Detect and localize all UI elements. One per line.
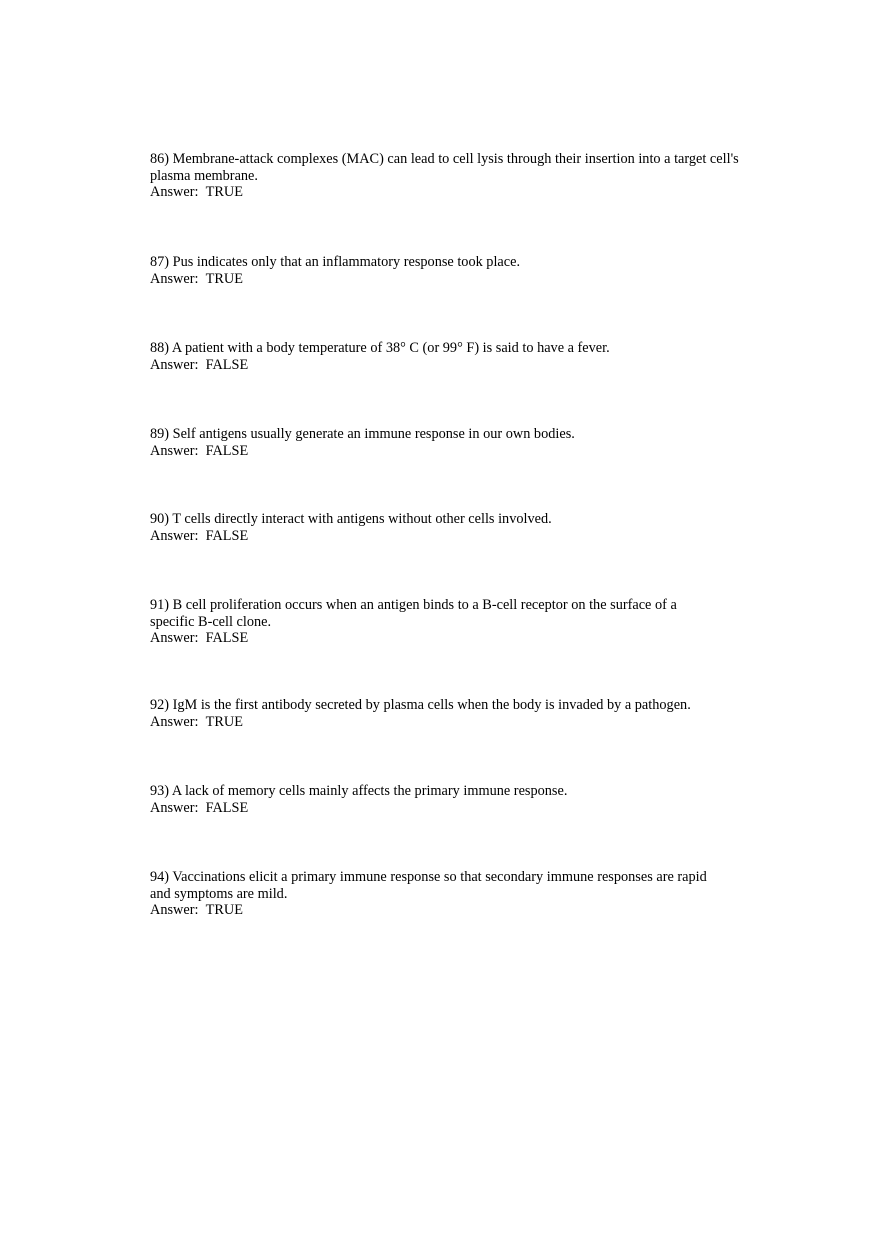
question-block-94 (150, 869, 710, 919)
question-text: 93) A lack of memory cells mainly affects the primary immune response. (150, 783, 568, 799)
question-block-88 (150, 340, 750, 373)
answer-label: Answer: (150, 270, 199, 287)
answer-value: TRUE (205, 713, 243, 730)
answer-value: FALSE (205, 799, 249, 816)
question-block-92 (150, 697, 750, 730)
answer-label: Answer: (150, 799, 199, 816)
answer-label: Answer: (150, 630, 199, 647)
question-text: 88) A patient with a body temperature of 38° C (or 99° F) is said to have a fever. (150, 340, 610, 356)
answer-line (150, 528, 750, 545)
question-text: 91) B cell proliferation occurs when an antigen binds to a B-cell receptor on the surface of a specific B-cell clone. (150, 597, 677, 630)
question-block-89 (150, 426, 750, 459)
answer-label: Answer: (150, 356, 199, 373)
answer-value: FALSE (205, 442, 249, 459)
answer-line (150, 714, 750, 731)
answer-line (150, 184, 740, 201)
answer-value: TRUE (205, 270, 243, 287)
question-block-86 (150, 151, 740, 201)
answer-value: TRUE (205, 902, 243, 919)
question-text: 90) T cells directly interact with antigens without other cells involved. (150, 511, 552, 527)
question-block-87 (150, 254, 750, 287)
question-text: 94) Vaccinations elicit a primary immune response so that secondary immune responses are rapid and symptoms are mild. (150, 869, 707, 902)
answer-label: Answer: (150, 527, 199, 544)
question-block-93 (150, 783, 750, 816)
answer-label: Answer: (150, 902, 199, 919)
answer-line (150, 271, 750, 288)
answer-line (150, 443, 750, 460)
question-text: 86) Membrane-attack complexes (MAC) can lead to cell lysis through their insertion into a target cell's plasma membrane. (150, 151, 739, 184)
answer-value: FALSE (205, 630, 249, 647)
question-block-91 (150, 597, 710, 647)
answer-line (150, 630, 710, 647)
answer-line (150, 902, 710, 919)
answer-value: FALSE (205, 356, 249, 373)
question-text: 89) Self antigens usually generate an immune response in our own bodies. (150, 426, 575, 442)
answer-label: Answer: (150, 184, 199, 201)
answer-line (150, 357, 750, 374)
answer-line (150, 800, 750, 817)
answer-label: Answer: (150, 713, 199, 730)
answer-value: FALSE (205, 527, 249, 544)
answer-value: TRUE (205, 184, 243, 201)
answer-label: Answer: (150, 442, 199, 459)
question-text: 87) Pus indicates only that an inflammatory response took place. (150, 254, 521, 270)
question-text: 92) IgM is the first antibody secreted by plasma cells when the body is invaded by a pathogen. (150, 697, 691, 713)
question-block-90 (150, 511, 750, 544)
